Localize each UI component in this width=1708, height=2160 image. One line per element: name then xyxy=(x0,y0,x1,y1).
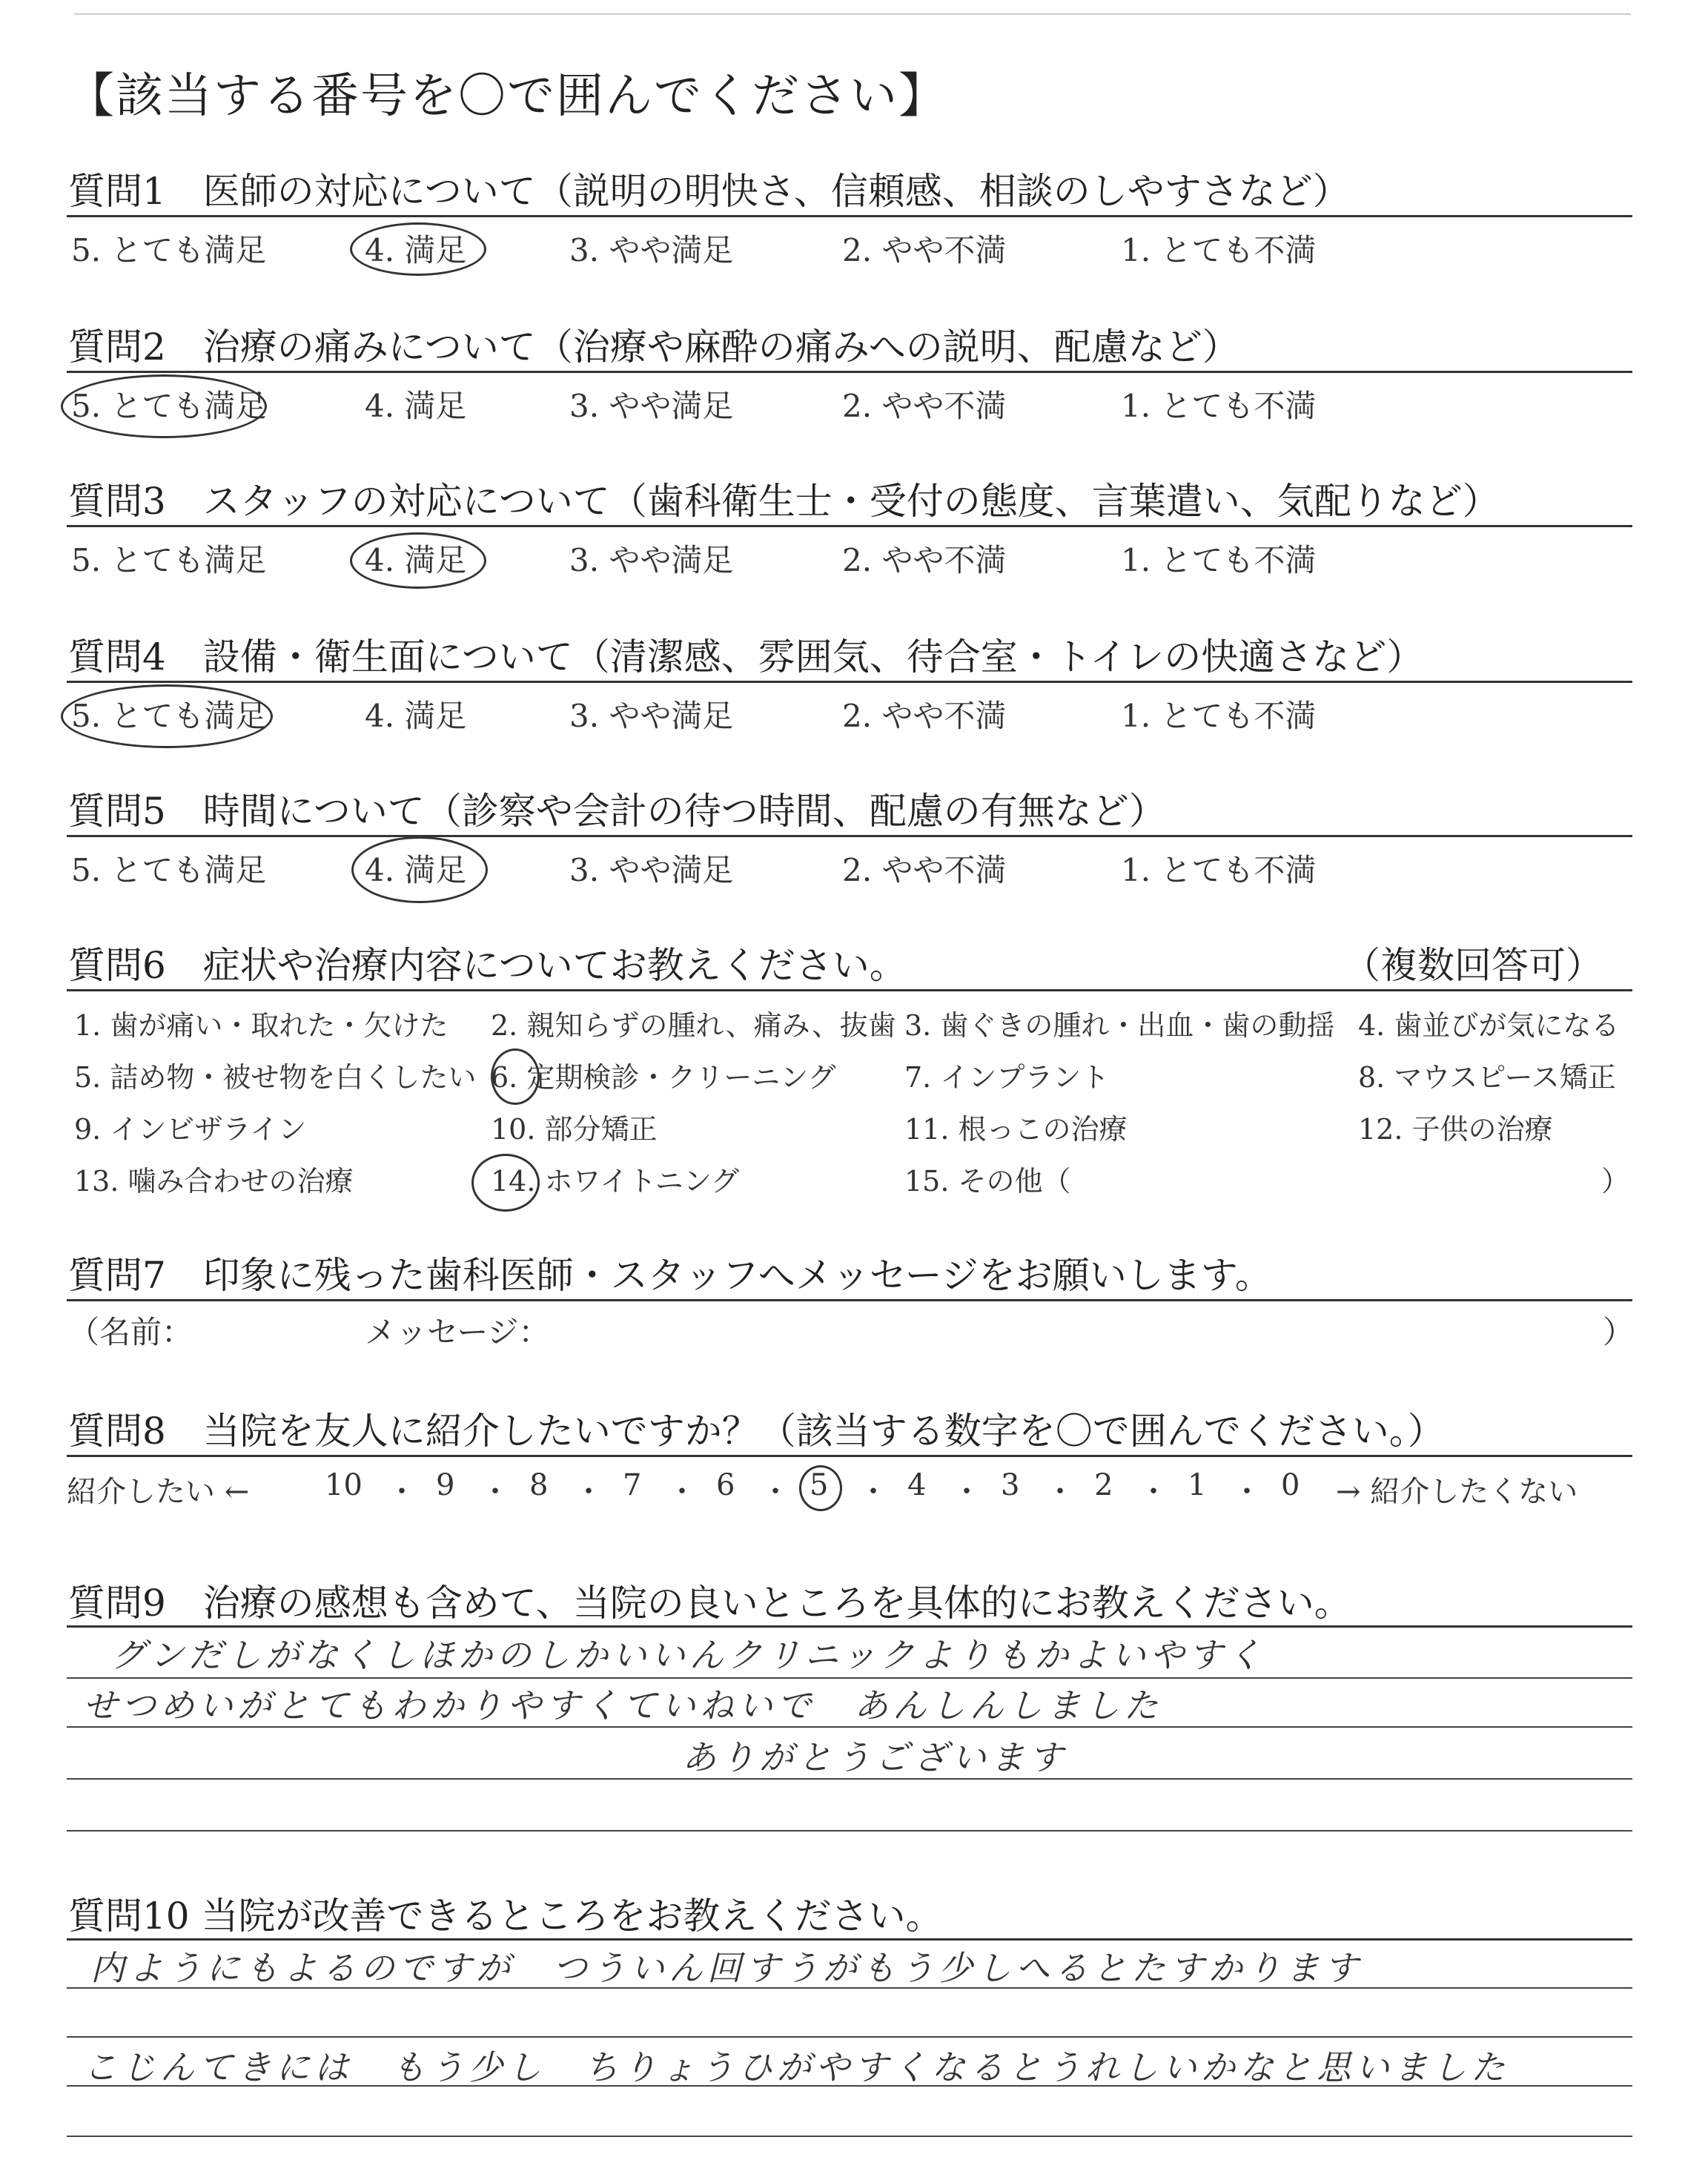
q6-item-13[interactable]: 13. 噛み合わせの治療 xyxy=(74,1165,354,1198)
q10-line-2 xyxy=(67,1987,1632,1989)
question-8-rule xyxy=(67,1455,1632,1457)
option-4[interactable]: 4. 満足 xyxy=(365,232,467,268)
scale-dot: ・ xyxy=(1232,1475,1262,1509)
scale-dot: ・ xyxy=(574,1475,603,1509)
scale-dot: ・ xyxy=(1139,1475,1168,1509)
scale-dot: ・ xyxy=(387,1475,417,1509)
q9-answer-line-3: ありがとうございます xyxy=(682,1737,1068,1777)
q10-line-4 xyxy=(67,2085,1632,2087)
q9-answer-line-1: グンだしがなくしほかのしかいいんクリニックよりもかよいやすく xyxy=(111,1635,1266,1675)
selection-circle-q4 xyxy=(61,684,273,748)
option-3[interactable]: 3. やや満足 xyxy=(569,698,734,734)
q6-item-3[interactable]: 3. 歯ぐきの腫れ・出血・歯の動揺 xyxy=(904,1009,1335,1042)
scale-dot: ・ xyxy=(952,1475,982,1509)
q6-item-2[interactable]: 2. 親知らずの腫れ、痛み、抜歯 xyxy=(491,1009,896,1042)
selection-circle-q2 xyxy=(61,374,267,438)
question-6-label xyxy=(68,936,1632,989)
question-5-label: 質問5 時間について（診察や会計の待つ時間、配慮の有無など） xyxy=(68,790,1166,833)
question-6-note: （複数回答可） xyxy=(1343,944,1603,987)
q6-item-7[interactable]: 7. インプラント xyxy=(904,1061,1110,1094)
message-field-label[interactable]: メッセージ： xyxy=(365,1314,550,1350)
q10-line-1 xyxy=(67,1938,1632,1941)
selection-circle-q5 xyxy=(351,836,488,903)
q6-item-12[interactable]: 12. 子供の治療 xyxy=(1358,1113,1553,1146)
question-8-label: 質問8 当院を友人に紹介したいですか？（該当する数字を〇で囲んでください。） xyxy=(68,1410,1445,1453)
question-1-label: 質問1 医師の対応について（説明の明快さ、信頼感、相談のしやすさなど） xyxy=(68,170,1350,213)
selection-circle-q1 xyxy=(350,222,486,276)
option-5[interactable]: 5. とても満足 xyxy=(71,852,267,888)
question-4-rule xyxy=(67,681,1632,683)
option-1[interactable]: 1. とても不満 xyxy=(1121,542,1317,578)
scale-10[interactable]: 10 xyxy=(325,1468,363,1502)
scale-1[interactable]: 1 xyxy=(1188,1468,1207,1502)
scale-dot: ・ xyxy=(480,1475,510,1509)
scale-6[interactable]: 6 xyxy=(716,1468,735,1502)
question-4-label: 質問4 設備・衛生面について（清潔感、雰囲気、待合室・トイレの快適さなど） xyxy=(68,635,1424,678)
option-4[interactable]: 4. 満足 xyxy=(365,698,467,734)
q6-item-5[interactable]: 5. 詰め物・被せ物を白くしたい xyxy=(74,1061,477,1094)
q6-item-4[interactable]: 4. 歯並びが気になる xyxy=(1358,1009,1620,1042)
option-5[interactable]: 5. とても満足 xyxy=(71,698,267,734)
scale-left-label: 紹介したい ← xyxy=(67,1475,250,1509)
option-3[interactable]: 3. やや満足 xyxy=(569,388,734,424)
q6-item-9[interactable]: 9. インビザライン xyxy=(74,1113,307,1146)
selection-circle-q3 xyxy=(350,532,486,589)
question-2-label: 質問2 治療の痛みについて（治療や麻酔の痛みへの説明、配慮など） xyxy=(68,326,1239,369)
option-3[interactable]: 3. やや満足 xyxy=(569,852,734,888)
q9-line-3 xyxy=(67,1726,1632,1728)
option-3[interactable]: 3. やや満足 xyxy=(569,542,734,578)
option-2[interactable]: 2. やや不満 xyxy=(842,232,1007,268)
scale-dot: ・ xyxy=(858,1475,888,1509)
q6-item-6[interactable]: 6. 定期検診・クリーニング xyxy=(491,1061,836,1094)
question-3-label: 質問3 スタッフの対応について（歯科衛生士・受付の態度、言葉遣い、気配りなど） xyxy=(68,480,1500,523)
scale-7[interactable]: 7 xyxy=(623,1468,642,1502)
option-5[interactable]: 5. とても満足 xyxy=(71,232,267,268)
option-4[interactable]: 4. 満足 xyxy=(365,542,467,578)
option-1[interactable]: 1. とても不満 xyxy=(1121,232,1317,268)
q6-item-1[interactable]: 1. 歯が痛い・取れた・欠けた xyxy=(74,1009,448,1042)
scale-0[interactable]: 0 xyxy=(1281,1468,1300,1502)
option-4[interactable]: 4. 満足 xyxy=(365,388,467,424)
question-1-rule xyxy=(67,215,1632,217)
question-6-text: 質問6 症状や治療内容についてお教えください。 xyxy=(68,944,907,987)
scale-9[interactable]: 9 xyxy=(436,1468,455,1502)
q6-item-15[interactable]: 15. その他（ xyxy=(904,1165,1071,1198)
question-5-rule xyxy=(67,835,1632,837)
option-2[interactable]: 2. やや不満 xyxy=(842,542,1007,578)
option-1[interactable]: 1. とても不満 xyxy=(1121,388,1317,424)
scale-5[interactable]: 5 xyxy=(810,1468,829,1502)
question-6-rule xyxy=(67,989,1632,991)
q9-line-1 xyxy=(67,1625,1632,1628)
q9-line-5 xyxy=(67,1830,1632,1832)
scale-2[interactable]: 2 xyxy=(1094,1468,1113,1502)
q6-item-11[interactable]: 11. 根っこの治療 xyxy=(904,1113,1128,1146)
q10-line-5 xyxy=(67,2136,1632,2137)
question-9-label: 質問9 治療の感想も含めて、当院の良いところを具体的にお教えください。 xyxy=(68,1582,1351,1625)
option-2[interactable]: 2. やや不満 xyxy=(842,388,1007,424)
q6-item-14[interactable]: 14. ホワイトニング xyxy=(491,1165,740,1198)
question-2-rule xyxy=(67,371,1632,373)
scale-4[interactable]: 4 xyxy=(907,1468,927,1502)
question-3-rule xyxy=(67,525,1632,527)
q6-item-15-close: ） xyxy=(1601,1165,1630,1198)
option-1[interactable]: 1. とても不満 xyxy=(1121,852,1317,888)
selection-circle-q8 xyxy=(799,1465,842,1511)
question-3-options xyxy=(68,536,1632,581)
q10-line-3 xyxy=(67,2036,1632,2038)
q6-item-8[interactable]: 8. マウスピース矯正 xyxy=(1358,1061,1616,1094)
scale-dot: ・ xyxy=(1045,1475,1075,1509)
selection-circle-q6-item-6 xyxy=(491,1048,540,1105)
page-top-edge xyxy=(74,13,1631,15)
option-2[interactable]: 2. やや不満 xyxy=(842,852,1007,888)
question-5-options xyxy=(68,846,1632,891)
q9-line-4 xyxy=(67,1778,1632,1780)
scale-3[interactable]: 3 xyxy=(1001,1468,1020,1502)
q9-answer-line-2: せつめいがとてもわかりやすくていねいで あんしんしました xyxy=(83,1685,1162,1725)
question-2-options xyxy=(68,382,1632,426)
option-2[interactable]: 2. やや不満 xyxy=(842,698,1007,734)
message-field-close: ） xyxy=(1603,1314,1635,1350)
question-6-options xyxy=(74,1003,1638,1218)
scale-right-label: → 紹介したくない xyxy=(1336,1475,1578,1509)
name-field-label[interactable]: （名前： xyxy=(68,1314,193,1350)
option-5[interactable]: 5. とても満足 xyxy=(71,388,267,424)
question-7-rule xyxy=(67,1299,1632,1301)
page-title: 【該当する番号を〇で囲んでください】 xyxy=(67,69,947,124)
option-3[interactable]: 3. やや満足 xyxy=(569,232,734,268)
question-1-options xyxy=(68,226,1632,271)
question-10-label: 質問10 当院が改善できるところをお教えください。 xyxy=(68,1895,943,1938)
question-7-label: 質問7 印象に残った歯科医師・スタッフへメッセージをお願いします。 xyxy=(68,1254,1272,1297)
selection-circle-q6-item-14 xyxy=(471,1154,540,1212)
question-7-fields xyxy=(68,1308,1635,1353)
scale-dot: ・ xyxy=(761,1475,790,1509)
question-4-options xyxy=(68,692,1632,736)
q6-item-10[interactable]: 10. 部分矯正 xyxy=(491,1113,658,1146)
option-1[interactable]: 1. とても不満 xyxy=(1121,698,1317,734)
q10-answer-line-2: こじんてきには もう少し ちりょうひがやすくなるとうれしいかなと思いました xyxy=(83,2047,1509,2087)
scale-dot: ・ xyxy=(667,1475,697,1509)
option-5[interactable]: 5. とても満足 xyxy=(71,542,267,578)
q10-answer-line-1: 内ようにもよるのですが つういん回すうがもう少しへるとたすかります xyxy=(90,1948,1363,1988)
scale-8[interactable]: 8 xyxy=(529,1468,549,1502)
option-4[interactable]: 4. 満足 xyxy=(365,852,467,888)
